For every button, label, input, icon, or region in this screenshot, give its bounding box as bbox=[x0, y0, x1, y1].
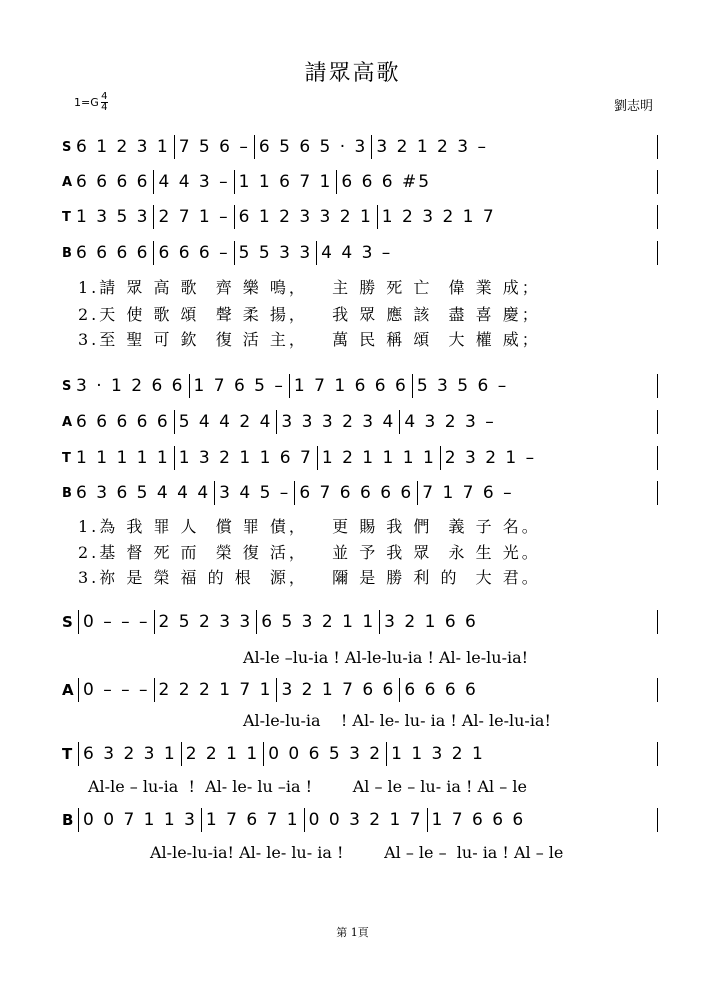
measure: 1 7 6 7 1 bbox=[205, 810, 300, 830]
measure: 7 1 7 6 – bbox=[422, 483, 514, 503]
measure: 3 2 1 6 6 bbox=[384, 612, 478, 632]
measure: 2 2 2 1 7 1 bbox=[158, 680, 273, 700]
voice-label: S bbox=[62, 613, 71, 631]
lyric-verse-3: 3.祢 是 榮 福 的 根 源， 隬 是 勝 利 的 大 君。 bbox=[78, 568, 541, 587]
voice-label: A bbox=[62, 414, 73, 430]
measure: 2 2 1 1 bbox=[185, 744, 260, 764]
measure: 4 4 3 – bbox=[158, 172, 230, 192]
voice-row-alto bbox=[62, 676, 478, 704]
voice-label: S bbox=[62, 139, 72, 155]
measure: 1 2 3 2 1 7 bbox=[381, 207, 496, 227]
measure: 1 7 1 6 6 6 bbox=[293, 376, 408, 396]
voice-row-soprano bbox=[62, 608, 478, 636]
time-bottom: 4 bbox=[101, 102, 108, 113]
voice-label: T bbox=[62, 209, 71, 225]
measure: 1 1 3 2 1 bbox=[391, 744, 485, 764]
measure: 4 4 3 – bbox=[321, 243, 393, 263]
composer-name: 劉志明 bbox=[613, 99, 653, 114]
alleluia-lyric-alto: Al-le-lu-ia ! Al- le- lu- ia ! Al- le-lu-ia! bbox=[243, 711, 551, 730]
lyric-verse-2: 2.基 督 死 而 榮 復 活， 並 予 我 眾 永 生 光。 bbox=[78, 543, 541, 562]
voice-label: S bbox=[62, 378, 72, 394]
voice-label: T bbox=[62, 450, 71, 466]
time-signature bbox=[101, 92, 108, 113]
alleluia-lyric-soprano: Al-le –lu-ia ! Al-le-lu-ia ! Al- le-lu-ia! bbox=[243, 648, 529, 667]
lyric-verse-2: 2.天 使 歌 頌 聲 柔 揚， 我 眾 應 該 盡 喜 慶； bbox=[78, 305, 541, 324]
measure: 1 7 6 6 6 bbox=[431, 810, 526, 830]
voice-label: T bbox=[62, 745, 71, 763]
voice-label: B bbox=[62, 245, 72, 261]
voice-row-tenor bbox=[62, 203, 496, 231]
measure: 3 2 1 7 6 6 bbox=[281, 680, 396, 700]
measure: 1 1 1 1 1 bbox=[76, 448, 170, 468]
measure: 0 – – – bbox=[83, 680, 150, 700]
measure: 2 3 2 1 – bbox=[444, 448, 537, 468]
alleluia-lyric-bass: Al-le-lu-ia! Al- le- lu- ia ! Al – le – lu- ia ! Al – le bbox=[150, 843, 564, 862]
measure: 6 1 2 3 1 bbox=[76, 137, 170, 157]
measure: 3 3 3 2 3 4 bbox=[281, 412, 396, 432]
measure: 3 4 5 – bbox=[219, 483, 291, 503]
measure: 5 3 5 6 – bbox=[416, 376, 509, 396]
measure: 5 5 3 3 bbox=[238, 243, 313, 263]
measure: 2 7 1 – bbox=[158, 207, 230, 227]
measure: 6 7 6 6 6 6 bbox=[299, 483, 414, 503]
measure: 6 6 6 6 bbox=[76, 243, 150, 263]
voice-row-tenor bbox=[62, 444, 536, 472]
measure: 1 3 5 3 bbox=[76, 207, 150, 227]
measure: 4 3 2 3 – bbox=[404, 412, 496, 432]
voice-row-soprano bbox=[62, 372, 508, 400]
measure: 3 2 1 2 3 – bbox=[376, 137, 488, 157]
lyric-verse-1: 1.為 我 罪 人 償 罪 債， 更 賜 我 們 義 子 名。 bbox=[78, 517, 541, 536]
song-title: 請眾高歌 bbox=[304, 61, 401, 86]
key-signature bbox=[74, 92, 108, 113]
measure: 6 6 6 6 6 bbox=[76, 412, 170, 432]
voice-row-soprano bbox=[62, 133, 488, 161]
time-top: 4 bbox=[101, 91, 108, 102]
measure: 6 3 6 5 4 4 4 bbox=[76, 483, 211, 503]
voice-row-alto bbox=[62, 168, 431, 196]
measure: 0 0 6 5 3 2 bbox=[268, 744, 383, 764]
measure: 7 5 6 – bbox=[178, 137, 250, 157]
voice-row-bass bbox=[62, 806, 525, 834]
measure: 6 5 6 5 · 3 bbox=[258, 137, 368, 157]
measure: 1 7 6 5 – bbox=[193, 376, 285, 396]
lyric-verse-1: 1.請 眾 高 歌 齊 樂 鳴， 主 勝 死 亡 偉 業 成； bbox=[78, 278, 541, 297]
lyric-verse-3: 3.至 聖 可 欽 復 活 主， 萬 民 稱 頌 大 權 威； bbox=[78, 330, 541, 349]
measure: 6 6 6 #5 bbox=[341, 172, 432, 192]
measure: 6 6 6 – bbox=[158, 243, 230, 263]
measure: 0 – – – bbox=[83, 612, 150, 632]
voice-row-tenor bbox=[62, 740, 485, 768]
voice-label: B bbox=[62, 811, 72, 829]
measure: 1 1 6 7 1 bbox=[238, 172, 333, 192]
voice-row-bass bbox=[62, 479, 514, 507]
measure: 5 4 4 2 4 bbox=[178, 412, 273, 432]
alleluia-lyric-tenor: Al-le – lu-ia ! Al- le- lu –ia ! Al – le – lu- ia ! Al – le bbox=[88, 777, 527, 796]
voice-label: A bbox=[62, 174, 73, 190]
measure: 6 6 6 6 bbox=[76, 172, 150, 192]
measure: 1 3 2 1 1 6 7 bbox=[178, 448, 313, 468]
measure: 3 · 1 2 6 6 bbox=[76, 376, 185, 396]
measure: 1 2 1 1 1 1 bbox=[321, 448, 436, 468]
measure: 6 1 2 3 3 2 1 bbox=[238, 207, 373, 227]
page-number: 第 1頁 bbox=[336, 926, 369, 939]
voice-label: B bbox=[62, 485, 72, 501]
voice-label: A bbox=[62, 681, 72, 699]
measure: 0 0 7 1 1 3 bbox=[83, 810, 197, 830]
measure: 6 5 3 2 1 1 bbox=[261, 612, 376, 632]
voice-row-alto bbox=[62, 408, 496, 436]
voice-row-bass bbox=[62, 239, 392, 267]
key-prefix: 1=G bbox=[74, 96, 99, 109]
measure: 6 6 6 6 bbox=[404, 680, 478, 700]
measure: 0 0 3 2 1 7 bbox=[308, 810, 423, 830]
measure: 2 5 2 3 3 bbox=[158, 612, 253, 632]
measure: 6 3 2 3 1 bbox=[83, 744, 177, 764]
